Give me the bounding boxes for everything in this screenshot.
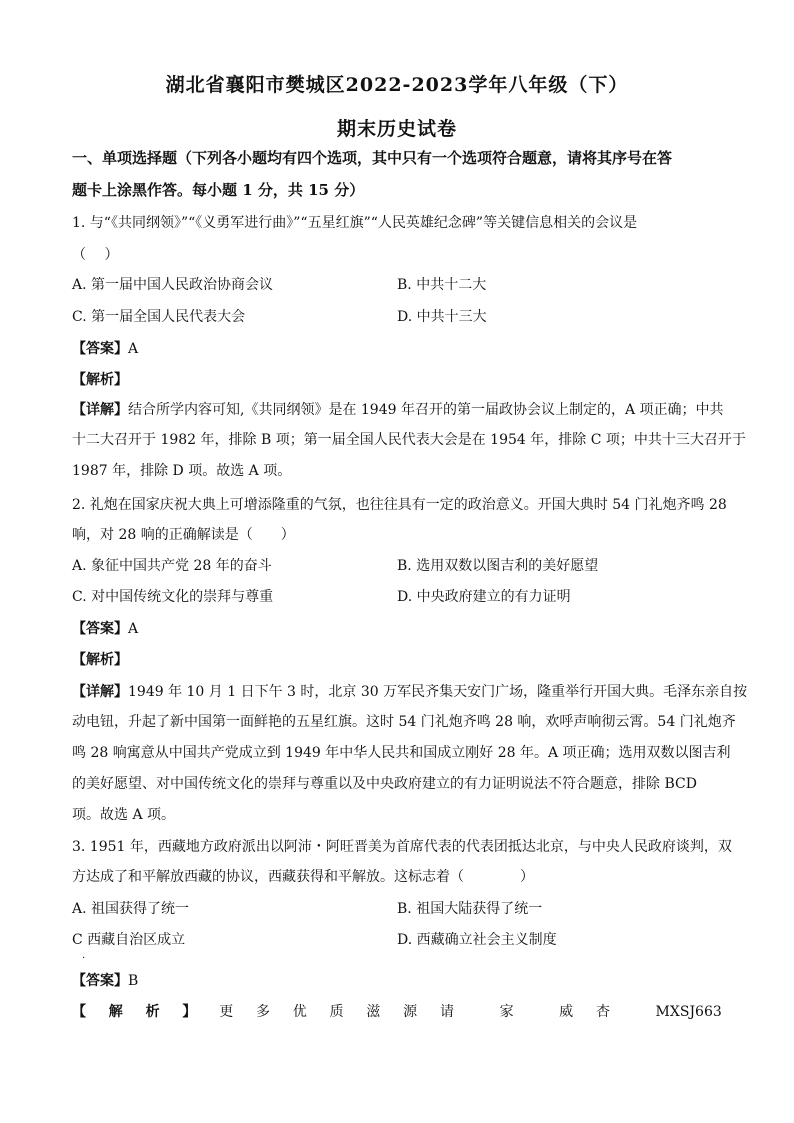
detail-tag: 【详解】 <box>72 684 128 700</box>
q1-detail-line3: 1987 年，排除 D 项。故选 A 项。 <box>72 463 292 479</box>
q2-stem-line1: 2. 礼炮在国家庆祝大典上可增添隆重的气氛，也往往具有一定的政治意义。开国大典时 54 门礼炮齐鸣 28 <box>72 497 727 513</box>
footer-char: 家 <box>499 1004 514 1020</box>
q3-answer <box>72 971 138 991</box>
q2-option-a: A. 象征中国共产党 28 年的奋斗 <box>72 558 272 574</box>
q2-detail-line1 <box>72 682 747 702</box>
q1-option-d: D. 中共十三大 <box>397 309 487 325</box>
q2-option-b: B. 选用双数以图吉利的美好愿望 <box>397 558 599 574</box>
footer-char: 更 <box>219 1004 234 1020</box>
q2-detail-line2: 动电钮，升起了新中国第一面鲜艳的五星红旗。这时 54 门礼炮齐鸣 28 响，欢呼声响彻云霄。54 门礼炮齐 <box>72 714 736 730</box>
footer-char: 优 <box>292 1004 307 1020</box>
q1-analysis-tag: 【解析】 <box>72 372 128 388</box>
q1-answer-value: A <box>128 341 139 357</box>
footer-char: 】 <box>182 1004 197 1020</box>
q3-stem-line1: 3. 1951 年，西藏地方政府派出以阿沛・阿旺晋美为首席代表的代表团抵达北京，与中央人民政府谈判，双 <box>72 839 732 855</box>
q3-option-a: A. 祖国获得了统一 <box>72 901 190 917</box>
footer-char: 质 <box>329 1004 344 1020</box>
q3-answer-value: B <box>128 973 139 989</box>
footer-char: 威 <box>559 1004 574 1020</box>
section-heading-line2: 题卡上涂黑作答。每小题 1 分，共 15 分） <box>72 181 365 199</box>
answer-tag: 【答案】 <box>72 621 128 637</box>
q1-option-b: B. 中共十二大 <box>397 277 487 293</box>
footer-char: 【 <box>72 1004 86 1020</box>
footer-char: 请 <box>439 1004 454 1020</box>
q2-answer-value: A <box>128 621 139 637</box>
answer-tag: 【答案】 <box>72 341 128 357</box>
footer-char: 杏 <box>595 1004 610 1020</box>
q2-option-c: C. 对中国传统文化的崇拜与尊重 <box>72 589 274 605</box>
q1-stem-line2: （ ） <box>72 247 119 263</box>
exam-title-line1: 湖北省襄阳市樊城区2022-2023学年八年级（下） <box>165 74 629 96</box>
q3-option-c: C 西藏自治区成立 <box>72 932 186 948</box>
q1-detail-line1 <box>72 400 724 420</box>
footer-code: MXSJ663 <box>655 1004 722 1020</box>
q1-detail-text1: 结合所学内容可知,《共同纲领》是在 1949 年召开的第一届政协会议上制定的，A 项正确；中共 <box>128 402 724 418</box>
footer-char: 源 <box>403 1004 418 1020</box>
q1-option-a: A. 第一届中国人民政治协商会议 <box>72 277 274 293</box>
q1-stem-line1: 1. 与“《共同纲领》”“《义勇军进行曲》”“五星红旗”“人民英雄纪念碑”等关键信息相关的会议是 <box>72 215 638 231</box>
q3-stem-line2: 方达成了和平解放西藏的协议，西藏获得和平解放。这标志着（ ） <box>72 869 534 885</box>
q3-option-b: B. 祖国大陆获得了统一 <box>397 901 543 917</box>
q2-detail-line4: 的美好愿望、对中国传统文化的崇拜与尊重以及中央政府建立的有力证明说法不符合题意，排除 BCD <box>72 776 697 792</box>
q1-answer <box>72 339 138 359</box>
q2-option-d: D. 中央政府建立的有力证明 <box>397 589 571 605</box>
q2-stem-line2: 响，对 28 响的正确解读是（ ） <box>72 527 295 543</box>
q2-answer <box>72 619 138 639</box>
stray-dot: · <box>82 953 86 964</box>
section-heading-line1: 一、单项选择题（下列各小题均有四个选项，其中只有一个选项符合题意，请将其序号在答 <box>72 149 673 167</box>
exam-title-line2: 期末历史试卷 <box>336 118 457 140</box>
footer-char: 解 <box>108 1004 123 1020</box>
q2-detail-line3: 鸣 28 响寓意从中国共产党成立到 1949 年中华人民共和国成立刚好 28 年。A 项正确；选用双数以图吉利 <box>72 745 731 761</box>
answer-tag: 【答案】 <box>72 973 128 989</box>
q3-option-d: D. 西藏确立社会主义制度 <box>397 932 557 948</box>
q2-analysis-tag: 【解析】 <box>72 652 128 668</box>
detail-tag: 【详解】 <box>72 402 128 418</box>
footer-char: 多 <box>255 1004 270 1020</box>
footer-char: 滋 <box>366 1004 381 1020</box>
footer-line <box>72 1002 722 1022</box>
q2-detail-line5: 项。故选 A 项。 <box>72 807 176 823</box>
q2-detail-text1: 1949 年 10 月 1 日下午 3 时，北京 30 万军民齐集天安门广场，隆重举行开国大典。毛泽东亲自按 <box>128 684 748 700</box>
footer-char: 析 <box>145 1004 160 1020</box>
q1-detail-line2: 十二大召开于 1982 年，排除 B 项；第一届全国人民代表大会是在 1954 年，排除 C 项；中共十三大召开于 <box>72 432 746 448</box>
q1-option-c: C. 第一届全国人民代表大会 <box>72 309 246 325</box>
